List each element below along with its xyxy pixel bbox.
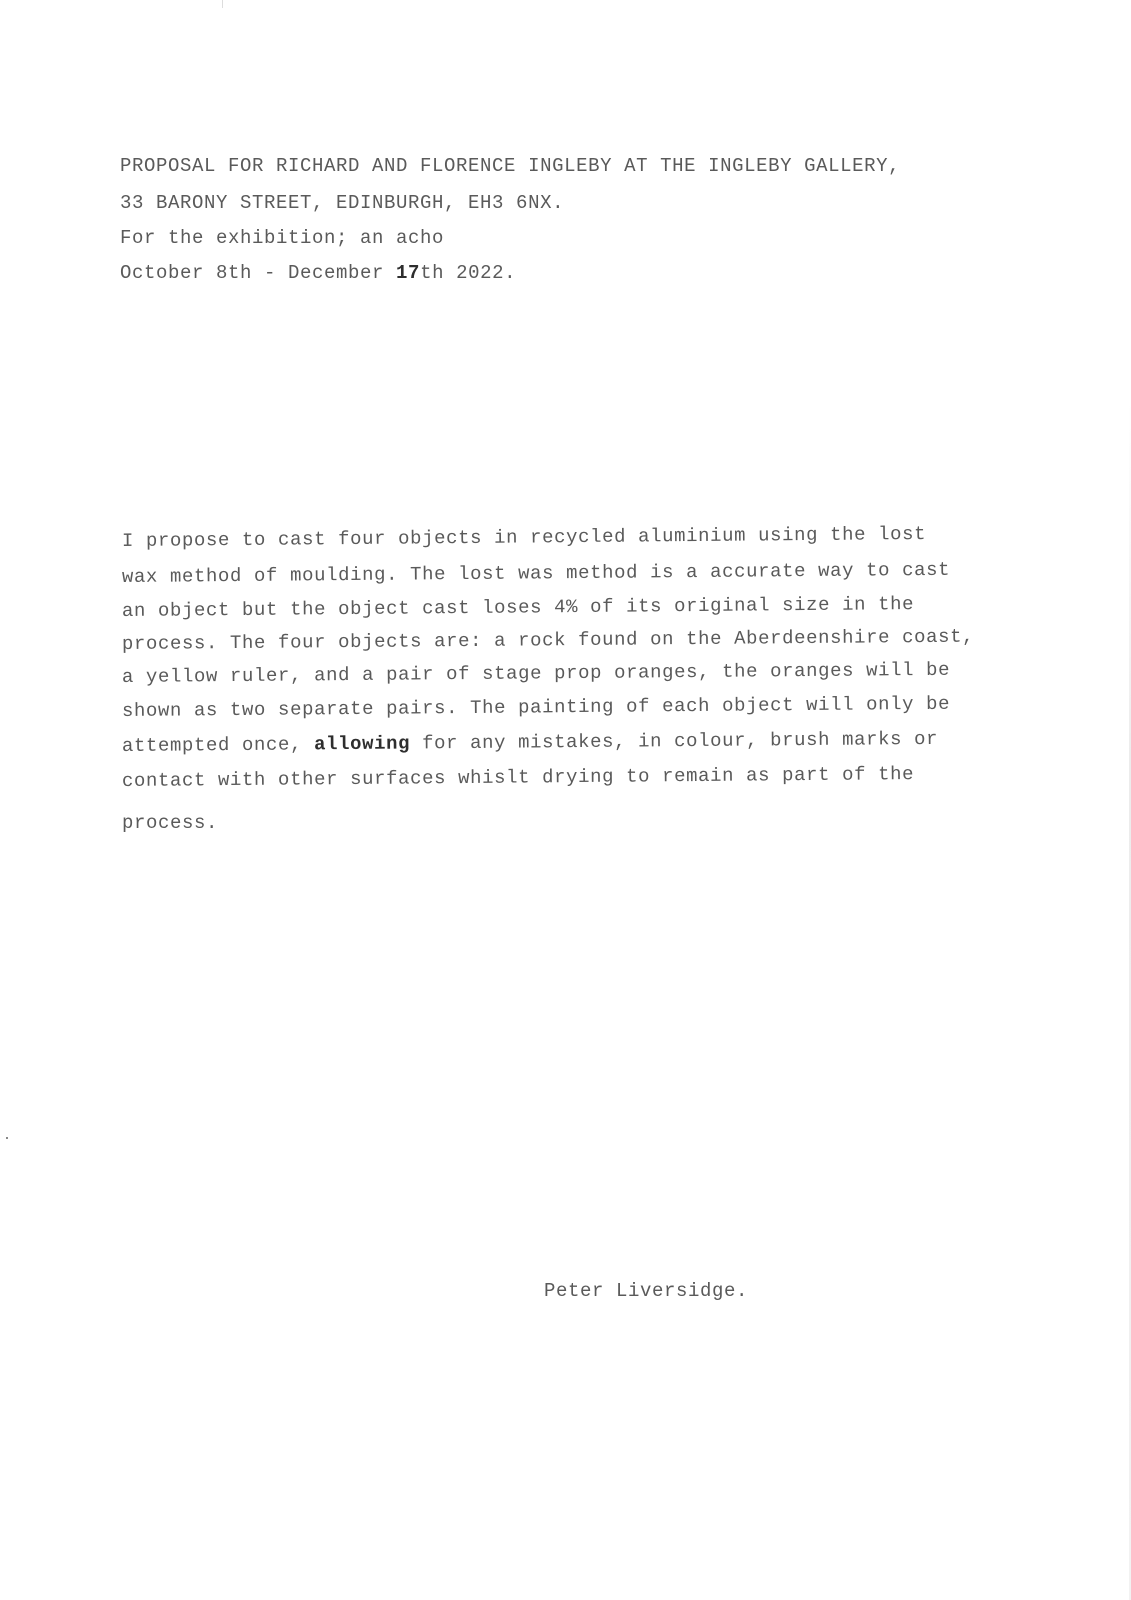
body-line-7-end: for any mistakes, in colour, brush marks or — [409, 727, 939, 755]
body-line-8: contact with other surfaces whislt drying to remain as part of the — [121, 763, 915, 792]
scan-speck — [6, 1137, 8, 1139]
body-line-7 — [122, 728, 938, 757]
body-line-5: a yellow ruler, and a pair of stage prop oranges, the oranges will be — [121, 658, 951, 688]
body-line-9: process. — [122, 812, 219, 834]
scan-mark — [222, 0, 223, 8]
date-text-end: th 2022. — [420, 262, 517, 284]
header-line-3: For the exhibition; an acho — [120, 227, 445, 249]
header-line-2: 33 BARONY STREET, EDINBURGH, EH3 6NX. — [120, 192, 565, 214]
body-line-6: shown as two separate pairs. The painting of each object will only be — [121, 692, 951, 722]
body-line-3: an object but the object cast loses 4% of its original size in the — [121, 593, 915, 622]
signature: Peter Liversidge. — [544, 1280, 749, 1302]
body-line-2: wax method of moulding. The lost was method is a accurate way to cast — [121, 558, 951, 588]
date-day-corrected: 17 — [396, 262, 421, 284]
body-line-4: process. The four objects are: a rock found on the Aberdeenshire coast, — [121, 625, 975, 655]
body-line-7-start: attempted once, — [121, 733, 315, 757]
header-line-4 — [120, 262, 516, 284]
header-line-1: PROPOSAL FOR RICHARD AND FLORENCE INGLEBY AT THE INGLEBY GALLERY, — [120, 155, 901, 177]
date-text-start: October 8th - December — [120, 262, 397, 284]
body-line-1: I propose to cast four objects in recycled aluminium using the lost — [121, 522, 927, 552]
overtyped-word: allowing — [313, 732, 411, 756]
